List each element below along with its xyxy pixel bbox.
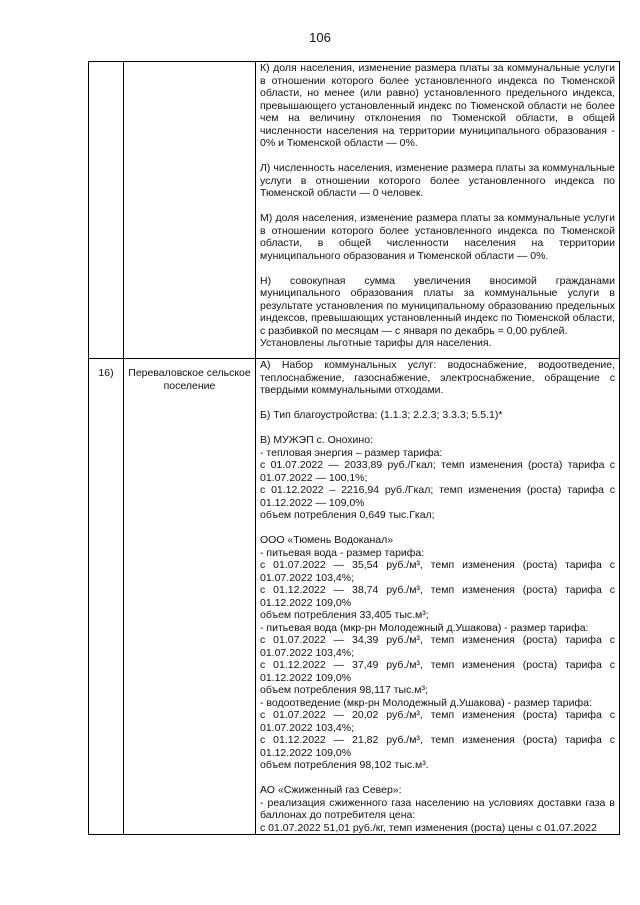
paragraph: - питьевая вода (мкр-рн Молодежный д.Ушакова) - размер тарифа:: [260, 621, 589, 634]
settlement-name-cell: [124, 359, 256, 835]
settlement-name: Переваловское сельское поселение: [128, 367, 251, 392]
table-row: [89, 359, 620, 835]
paragraph: - водоотведение (мкр-рн Молодежный д.Ушакова) - размер тарифа:: [260, 696, 592, 709]
paragraph: М) доля населения, изменение размера платы за коммунальные услуги в отношении которого более установленного индекса по Тюменской области, в общей численности населения на территории муниципального образования и Тюменской области — 0%.: [260, 212, 615, 262]
paragraph-gap: [260, 422, 615, 435]
paragraph: Н) совокупная сумма увеличения вносимой гражданами муниципального образования платы за коммунальные услуги в результате установления по муниципальному образованию предельных индексов, превышающих установленный индекс по Тюменской области, с разбивкой по месяцам — с января по декабрь = 0,00 рублей.: [260, 274, 615, 337]
paragraph-gap: [260, 397, 615, 410]
paragraph: - реализация сжиженного газа населению на условиях доставки газа в баллонах до потребителя цена:: [260, 796, 615, 821]
paragraph: с 01.07.2022 — 2033,89 руб./Гкал; темп изменения (роста) тарифа с 01.07.2022 — 100,1%;: [260, 459, 615, 484]
paragraph-gap: [260, 522, 615, 535]
page-number: 106: [309, 30, 331, 45]
paragraph: с 01.12.2022 — 38,74 руб./м³, темп изменения (роста) тарифа с 01.12.2022 109,0%: [260, 584, 615, 609]
paragraph: с 01.12.2022 — 37,49 руб./м³, темп изменения (роста) тарифа с 01.12.2022 109,0%: [260, 659, 615, 684]
paragraph: объем потребления 98,117 тыс.м³;: [260, 684, 428, 696]
settlement-name: [124, 62, 255, 70]
description-cell: [256, 62, 620, 359]
row-number-cell: [89, 359, 124, 835]
table-row: [89, 62, 620, 359]
paragraph: с 01.12.2022 — 21,82 руб./м³, темп изменения (роста) тарифа с 01.12.2022 109,0%: [260, 734, 615, 759]
row-number: 16): [98, 367, 114, 379]
paragraph-gap: [260, 150, 615, 163]
settlement-name-cell: [124, 62, 256, 359]
paragraph: - питьевая вода - размер тарифа:: [260, 546, 425, 559]
paragraph: Л) численность населения, изменение размера платы за коммунальные услуги в отношении которого более установленного индекса по Тюменской области — 0 человек.: [260, 162, 615, 199]
paragraph: АО «Сжиженный газ Север»:: [260, 784, 402, 796]
paragraph: с 01.07.2022 — 35,54 руб./м³, темп изменения (роста) тарифа с 01.07.2022 103,4%;: [260, 559, 615, 584]
row-number-cell: [89, 62, 124, 359]
paragraph: объем потребления 98,102 тыс.м³.: [260, 759, 429, 771]
paragraph: Б) Тип благоустройства: (1.1.3; 2.2.3; 3.3.3; 5.5.1)*: [260, 409, 503, 421]
row-number: [89, 62, 123, 70]
paragraph: - тепловая энергия – размер тарифа:: [260, 446, 443, 459]
paragraph: с 01.07.2022 51,01 руб./кг, темп изменения (роста) цены с 01.07.2022: [260, 821, 597, 834]
paragraph: с 01.12.2022 – 2216,94 руб./Гкал; темп изменения (роста) тарифа с 01.12.2022 — 109,0%: [260, 484, 615, 509]
paragraph-gap: [260, 200, 615, 213]
paragraph-gap: [260, 772, 615, 785]
paragraph: с 01.07.2022 — 34,39 руб./м³, темп изменения (роста) тарифа с 01.07.2022 103,4%;: [260, 634, 615, 659]
paragraph: В) МУЖЭП с. Онохино:: [260, 434, 373, 446]
paragraph: К) доля населения, изменение размера платы за коммунальные услуги в отношении которого более установленного индекса по Тюменской области, но менее (или равно) установленного предельного индекса, превышающего установленный индекс по Тюменской области не более чем на величину отклонения по Тюменской области, в общей численности населения на территории муниципального образования - 0% и Тюменской области — 0%.: [260, 62, 615, 149]
description-cell: [256, 359, 620, 835]
paragraph: объем потребления 33,405 тыс.м³;: [260, 609, 429, 621]
paragraph-gap: [260, 262, 615, 275]
paragraph: А) Набор коммунальных услуг: водоснабжение, водоотведение, теплоснабжение, газоснабжение, электроснабжение, обращение с твердыми коммунальными отходами.: [260, 359, 615, 396]
paragraph: Установлены льготные тарифы для населения.: [260, 337, 492, 349]
paragraph: ООО «Тюмень Водоканал»: [260, 534, 394, 546]
paragraph: с 01.07.2022 — 20,02 руб./м³, темп изменения (роста) тарифа с 01.07.2022 103,4%;: [260, 709, 615, 734]
tariff-table: [88, 61, 620, 835]
paragraph: объем потребления 0,649 тыс.Гкал;: [260, 509, 435, 521]
